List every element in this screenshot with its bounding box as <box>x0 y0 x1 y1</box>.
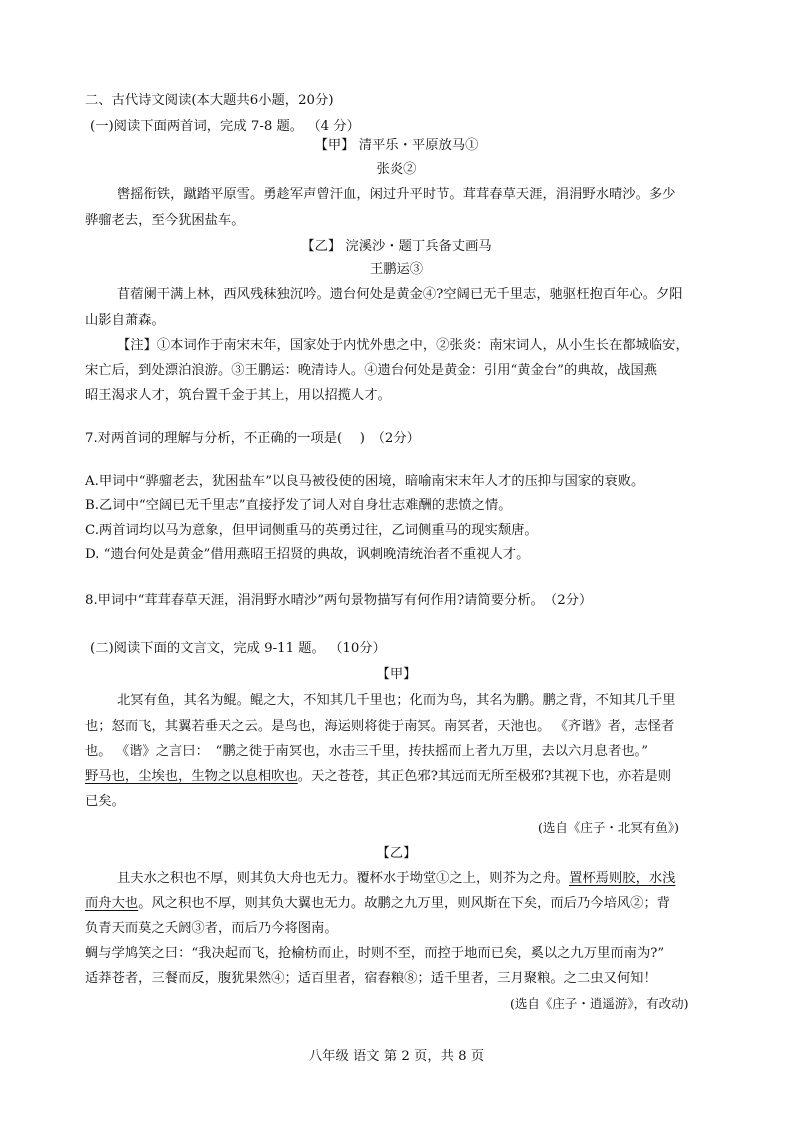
q7-option-b: B.乙词中“空阔已无千里志”直接抒发了词人对自身壮志难酬的悲愤之情。 <box>85 498 512 513</box>
text-a-line-5: 已矣。 <box>85 794 125 809</box>
q7-option-c: C.两首词均以马为意象，但甲词侧重马的英勇过往，乙词侧重马的现实颓唐。 <box>85 523 538 538</box>
note-line-3: 昭王渴求人才，筑台置千金于其上，用以招揽人才。 <box>85 388 391 403</box>
note-line-2: 宋亡后，到处漂泊浪游。③王鹏运：晚清诗人。④遗台何处是黄金：引用“黄金台”的典故，战国燕 <box>85 363 658 378</box>
poem-a-line-1: 辔摇衔铁，蹴踏平原雪。勇趁军声曾汗血，闲过升平时节。茸茸春草天涯，涓涓野水晴沙。多少 <box>117 187 676 202</box>
text-a-source: (选自《庄子・北冥有鱼》) <box>538 820 680 835</box>
question-8-stem: 8.甲词中“茸茸春草天涯，涓涓野水晴沙”两句景物描写有何作用?请简要分析。 （2分） <box>85 593 593 608</box>
underlined-phrase: 而舟大也 <box>85 896 139 911</box>
poem-b-line-2: 山影自萧森。 <box>85 313 165 328</box>
text-a-line-4: 野马也，尘埃也，生物之以息相吹也。天之苍苍，其正色邪?其远而无所至极邪?其视下也，亦若是则 <box>85 769 672 784</box>
text-a-label: 【甲】 <box>376 667 417 682</box>
text-b-line-5: 适莽苍者，三餐而反，腹犹果然④；适百里者，宿舂粮⑧；适千里者，三月聚粮。之二虫又何知！ <box>85 971 657 986</box>
text-b-line-4: 蜩与学鸠笑之曰：“我决起而飞，抢榆枋而止，时则不至，而控于地而已矣，奚以之九万里而南为?” <box>85 946 665 961</box>
poem-b-line-1: 苜蓿阑干满上林，西风残秣独沉吟。遗台何处是黄金④?空阔已无千里志，驰驱枉抱百年心。夕阳 <box>117 287 683 302</box>
underlined-phrase: 野马也，尘埃也，生物之以息相吹也 <box>85 769 298 784</box>
text-b-label: 【乙】 <box>376 846 417 861</box>
poem-b-author: 王鹏运③ <box>369 262 424 277</box>
section-title: 二、古代诗文阅读(本大题共6小题，20分) <box>85 93 334 108</box>
text-a-line-1: 北冥有鱼，其名为鲲。鲲之大，不知其几千里也；化而为鸟，其名为鹏。鹏之背，不知其几千里 <box>117 693 676 708</box>
text-b-line-2: 而舟大也。风之积也不厚，则其负大翼也无力。故鹏之九万里，则风斯在下矣，而后乃今培风②；背 <box>85 896 671 911</box>
poem-a-author: 张炎② <box>376 162 417 177</box>
underlined-phrase: 置杯焉则胶，水浅 <box>569 871 676 886</box>
poem-b-title: 【乙】 浣溪沙・题丁兵备丈画马 <box>301 239 492 254</box>
page-footer: 八年级 语文 第 2 页，共 8 页 <box>308 1049 485 1064</box>
text-b-source: (选自《庄子・逍遥游》，有改动) <box>510 996 689 1011</box>
text-a-line-2: 也；怒而飞，其翼若垂天之云。是鸟也，海运则将徙于南冥。南冥者，天池也。 《齐谐》者，志怪者 <box>85 719 675 734</box>
note-line-1: 【注】①本词作于南宋末年，国家处于内忧外患之中，②张炎：南宋词人，从小生长在都城临安， <box>117 338 689 353</box>
part1-instruction: (一)阅读下面两首词，完成 7-8 题。 （4 分） <box>90 119 360 134</box>
text-a-line-3: 也。 《谐》之言曰： “鹏之徙于南冥也，水击三千里，抟扶摇而上者九万里，去以六月息者也。” <box>85 744 648 759</box>
question-7-stem: 7.对两首词的理解与分析，不正确的一项是( ) （2分） <box>85 431 420 446</box>
part2-instruction: (二)阅读下面的文言文，完成 9-11 题。 （10分） <box>90 641 386 656</box>
poem-a-title: 【甲】 清平乐・平原放马① <box>314 138 479 153</box>
text-b-line-1: 且夫水之积也不厚，则其负大舟也无力。覆杯水于坳堂①之上，则芥为之舟。置杯焉则胶，水浅 <box>117 871 676 886</box>
q7-option-d: D. “遗台何处是黄金”借用燕昭王招贤的典故，讽刺晚清统治者不重视人才。 <box>85 547 530 562</box>
q7-option-a: A.甲词中“骅骝老去，犹困盐车”以良马被役使的困境，暗喻南宋末年人才的压抑与国家的衰败。 <box>85 474 645 489</box>
text-b-line-3: 负青天而莫之夭阏③者，而后乃今将图南。 <box>85 921 338 936</box>
poem-a-line-2: 骅骝老去，至今犹困盐车。 <box>85 213 245 228</box>
